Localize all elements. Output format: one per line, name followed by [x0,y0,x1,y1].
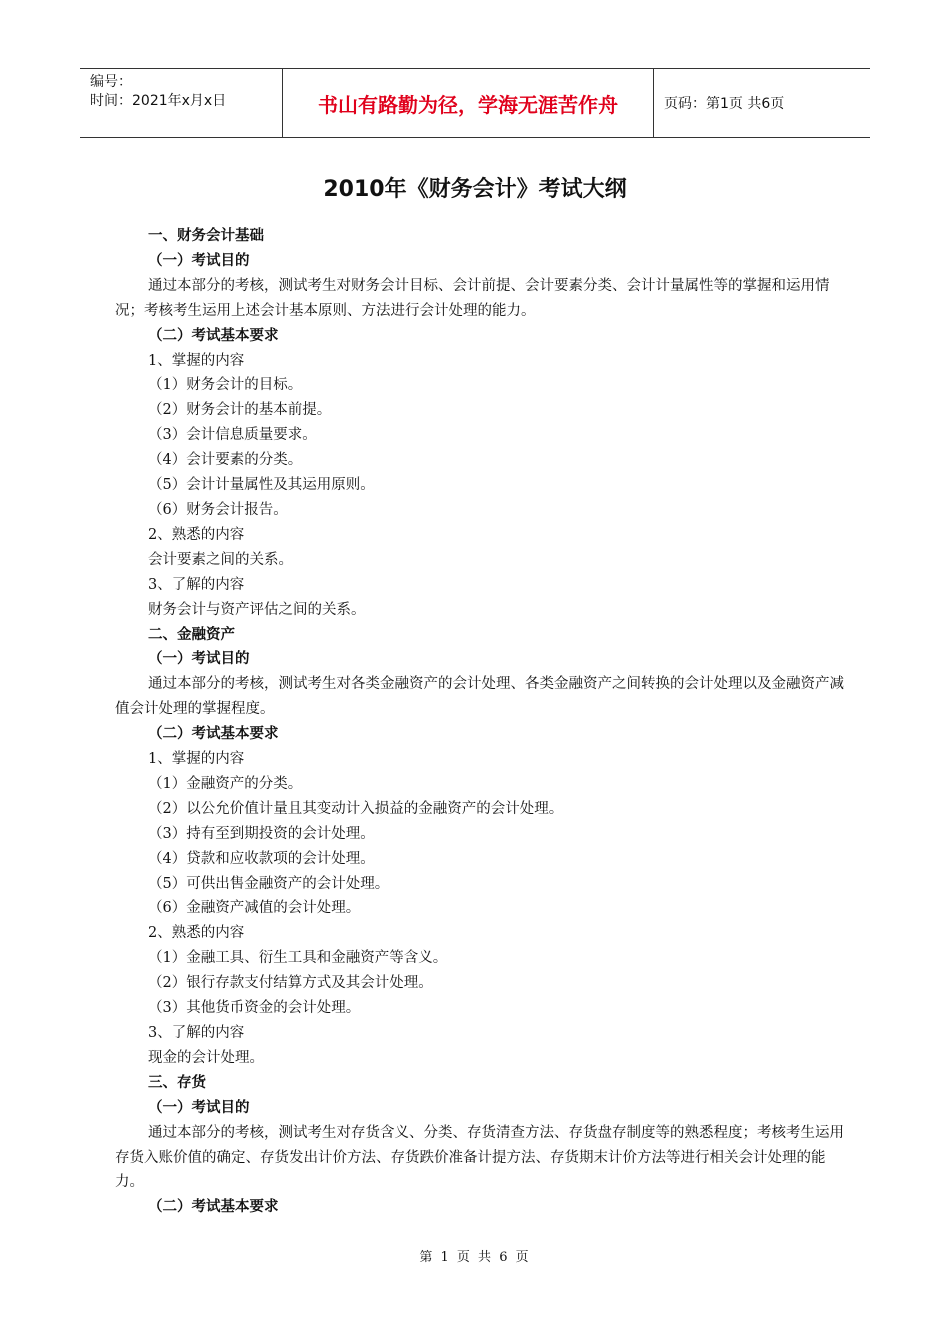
page-footer: 第 1 页 共 6 页 [419,1250,531,1265]
list-item: 会计要素之间的关系。 [148,551,293,568]
list-item: 3、了解的内容 [148,1025,245,1041]
header-page-info: 页码：第1页 共6页 [664,96,785,112]
header-motto: 书山有路勤为径，学海无涯苦作舟 [282,69,654,137]
section-heading: 一、财务会计基础 [148,228,264,244]
document-body [115,224,845,1220]
page-header [80,68,870,138]
list-item: （1）金融工具、衍生工具和金融资产等含义。 [148,950,448,967]
list-item: （2）以公允价值计量且其变动计入损益的金融资产的会计处理。 [148,800,564,817]
list-item: （1）金融资产的分类。 [148,775,303,792]
document-number: 编号： [90,74,132,90]
list-item: （3）其他货币资金的会计处理。 [148,1000,361,1017]
list-item: （5）可供出售金融资产的会计处理。 [148,875,390,892]
body-paragraph: 通过本部分的考核，测试考生对各类金融资产的会计处理、各类金融资产之间转换的会计处理以及金融资产减值会计处理的掌握程度。 [115,676,844,718]
list-item: （3）会计信息质量要求。 [148,427,317,444]
list-item: 财务会计与资产评估之间的关系。 [148,601,366,618]
list-item: 现金的会计处理。 [148,1049,264,1066]
document-date: 时间：2021年x月x日 [90,93,227,109]
list-item: （6）金融资产减值的会计处理。 [148,900,361,917]
list-item: 2、熟悉的内容 [148,925,245,942]
subsection-heading: （二）考试基本要求 [148,1199,279,1216]
list-item: 1、掌握的内容 [148,751,245,768]
list-item: 3、了解的内容 [148,576,245,593]
subsection-heading: （一）考试目的 [148,651,250,668]
list-item: （5）会计计量属性及其运用原则。 [148,477,375,494]
subsection-heading: （一）考试目的 [148,1099,250,1116]
subsection-heading: （二）考试基本要求 [148,726,279,743]
subsection-heading: （一）考试目的 [148,252,250,269]
header-meta [80,69,282,137]
list-item: 1、掌握的内容 [148,352,245,369]
list-item: （4）贷款和应收款项的会计处理。 [148,850,375,867]
body-paragraph: 通过本部分的考核，测试考生对存货含义、分类、存货清查方法、存货盘存制度等的熟悉程度；考核考生运用存货入账价值的确定、存货发出计价方法、存货跌价准备计提方法、存货期末计价方法等进行相关会计处理的能力。 [115,1124,844,1191]
body-paragraph: 通过本部分的考核，测试考生对财务会计目标、会计前提、会计要素分类、会计计量属性等的掌握和运用情况；考核考生运用上述会计基本原则、方法进行会计处理的能力。 [115,277,830,319]
list-item: （1）财务会计的目标。 [148,377,303,394]
list-item: 2、熟悉的内容 [148,526,245,543]
list-item: （4）会计要素的分类。 [148,452,303,469]
list-item: （6）财务会计报告。 [148,501,288,518]
list-item: （2）银行存款支付结算方式及其会计处理。 [148,975,433,992]
list-item: （3）持有至到期投资的会计处理。 [148,825,375,842]
document-title: 2010年《财务会计》考试大纲 [323,177,627,202]
subsection-heading: （二）考试基本要求 [148,327,279,344]
section-heading: 二、金融资产 [148,626,235,643]
list-item: （2）财务会计的基本前提。 [148,402,332,419]
section-heading: 三、存货 [148,1074,206,1091]
